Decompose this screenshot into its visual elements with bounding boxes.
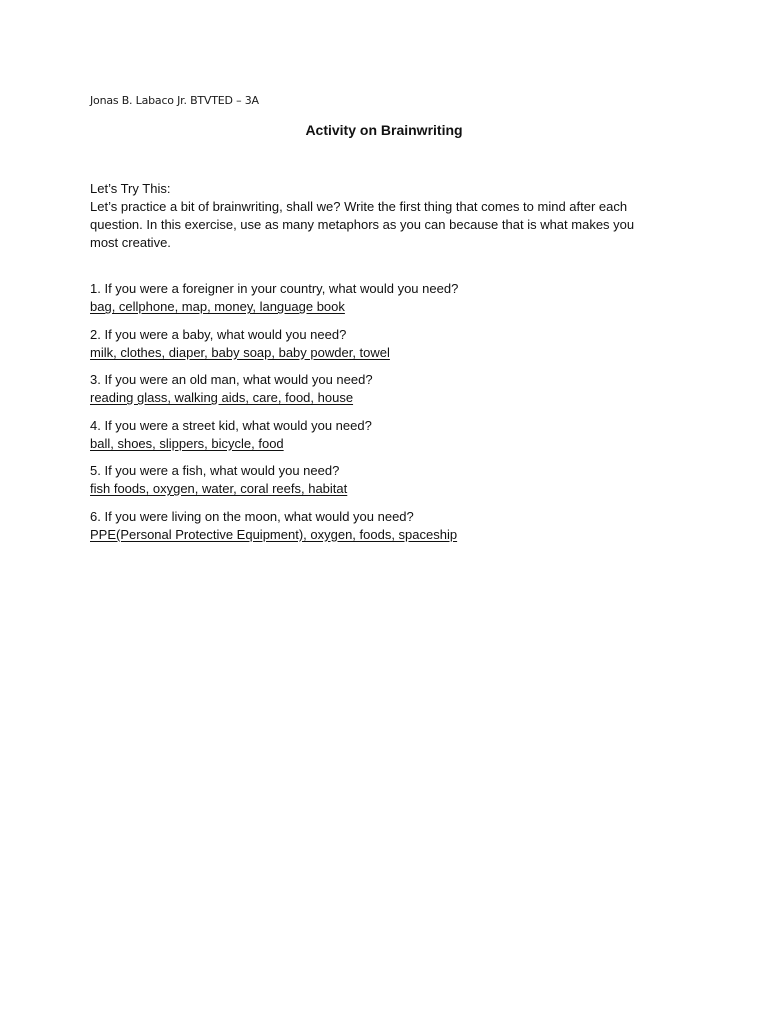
intro-section xyxy=(90,180,660,252)
question-item xyxy=(90,326,690,362)
intro-heading: Let’s Try This: xyxy=(90,181,171,196)
question-item xyxy=(90,280,690,316)
answer-text: bag, cellphone, map, money, language book xyxy=(90,299,345,314)
document-title: Activity on Brainwriting xyxy=(305,122,463,138)
answer-text: reading glass, walking aids, care, food, house xyxy=(90,390,354,405)
question-text: 4. If you were a street kid, what would you need? xyxy=(90,417,372,433)
answer-text: PPE(Personal Protective Equipment), oxygen, foods, spaceship xyxy=(90,526,458,542)
question-item xyxy=(90,417,690,453)
question-item xyxy=(90,462,690,498)
question-text: 6. If you were living on the moon, what would you need? xyxy=(90,508,414,524)
question-item xyxy=(90,371,690,407)
question-list xyxy=(90,280,690,553)
question-text: 3. If you were an old man, what would you need? xyxy=(90,372,373,387)
answer-text: ball, shoes, slippers, bicycle, food xyxy=(90,435,284,451)
answer-text: milk, clothes, diaper, baby soap, baby powder, towel xyxy=(90,344,390,360)
question-text: 2. If you were a baby, what would you need? xyxy=(90,326,347,342)
author-line: Jonas B. Labaco Jr. BTVTED – 3A xyxy=(90,94,259,107)
intro-body: Let’s practice a bit of brainwriting, shall we? Write the first thing that comes to mind after each question. In this exercise, use as many metaphors as you can because that is what makes you most creative. xyxy=(90,199,635,250)
question-item xyxy=(90,508,690,544)
answer-text: fish foods, oxygen, water, coral reefs, habitat xyxy=(90,481,348,496)
question-text: 5. If you were a fish, what would you need? xyxy=(90,463,340,478)
question-text: 1. If you were a foreigner in your country, what would you need? xyxy=(90,281,459,296)
